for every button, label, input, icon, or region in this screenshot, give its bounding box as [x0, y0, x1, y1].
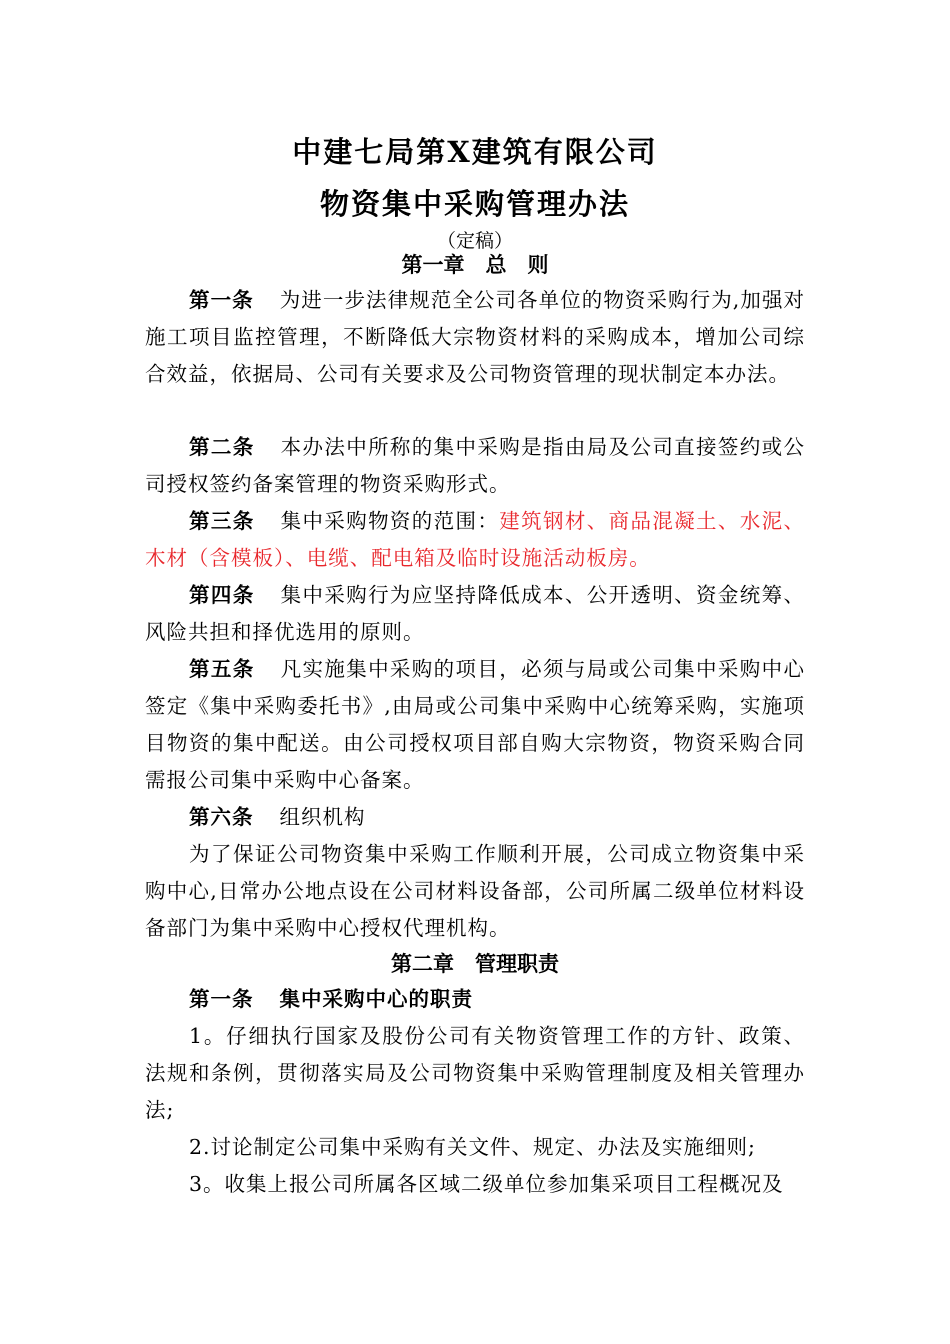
article-text: 本办法中所称的集中采购是指由局及公司直接签约或公司授权签约备案管理的物资采购形式。: [145, 435, 806, 496]
chapter1-article6-body: 为了保证公司物资集中采购工作顺利开展，公司成立物资集中采购中心,日常办公地点设在公司材料设备部，公司所属二级单位材料设备部门为集中采购中心授权代理机构。: [145, 842, 805, 940]
article-text: 集中采购行为应坚持降低成本、公开透明、资金统筹、风险共担和择优选用的原则。: [145, 583, 806, 644]
article-label: 第一条: [189, 288, 254, 312]
chapter1-heading: 第一章 总 则: [401, 252, 549, 277]
chapter1-article3: [145, 503, 805, 577]
article-label: 第六条: [189, 805, 254, 829]
article-label: 第二条: [189, 435, 255, 459]
article-text: 组织机构: [279, 805, 366, 829]
chapter1-article6: [145, 799, 805, 836]
article-text: 为进一步法律规范全公司各单位的物资采购行为,加强对施工项目监控管理，不断降低大宗物资材料的采购成本，增加公司综合效益，依据局、公司有关要求及公司物资管理的现状制定本办法。: [145, 288, 806, 386]
chapter2-item3: 3。收集上报公司所属各区域二级单位参加集采项目工程概况及: [189, 1172, 784, 1196]
chapter2-article1: [145, 981, 805, 1018]
draft-status: （定稿）: [436, 230, 513, 252]
article-text: 凡实施集中采购的项目，必须与局或公司集中采购中心签定《集中采购委托书》,由局或公司集中采购中心统筹采购，实施项目物资的集中配送。由公司授权项目部自购大宗物资，物资采购合同需报公司集中采购中心备案。: [145, 657, 806, 792]
article-label: 第四条: [189, 583, 255, 607]
article-highlight-text: 建筑钢材、商品混凝土、水泥、木材（含模板）、电缆、配电箱及临时设施活动板房。: [145, 509, 806, 570]
chapter1-article2: [145, 429, 805, 503]
chapter2-heading: 第二章 管理职责: [391, 951, 559, 976]
chapter2-item2: 2.讨论制定公司集中采购有关文件、规定、办法及实施细则;: [189, 1135, 756, 1159]
chapter1-article1: [145, 282, 805, 393]
chapter1-article5: [145, 651, 805, 799]
article-label: 第五条: [189, 657, 255, 681]
document-title-line1: 中建七局第X建筑有限公司: [292, 135, 658, 169]
chapter2-item1: 1。仔细执行国家及股份公司有关物资管理工作的方针、政策、法规和条例，贯彻落实局及公司物资集中采购管理制度及相关管理办法;: [145, 1024, 805, 1122]
article-text: 集中采购物资的范围：: [280, 509, 500, 533]
article-text: 集中采购中心的职责: [279, 987, 473, 1011]
article-label: 第三条: [189, 509, 255, 533]
article-label: 第一条: [189, 987, 254, 1011]
chapter1-article4: [145, 577, 805, 651]
document-title-line2: 物资集中采购管理办法: [319, 187, 630, 221]
